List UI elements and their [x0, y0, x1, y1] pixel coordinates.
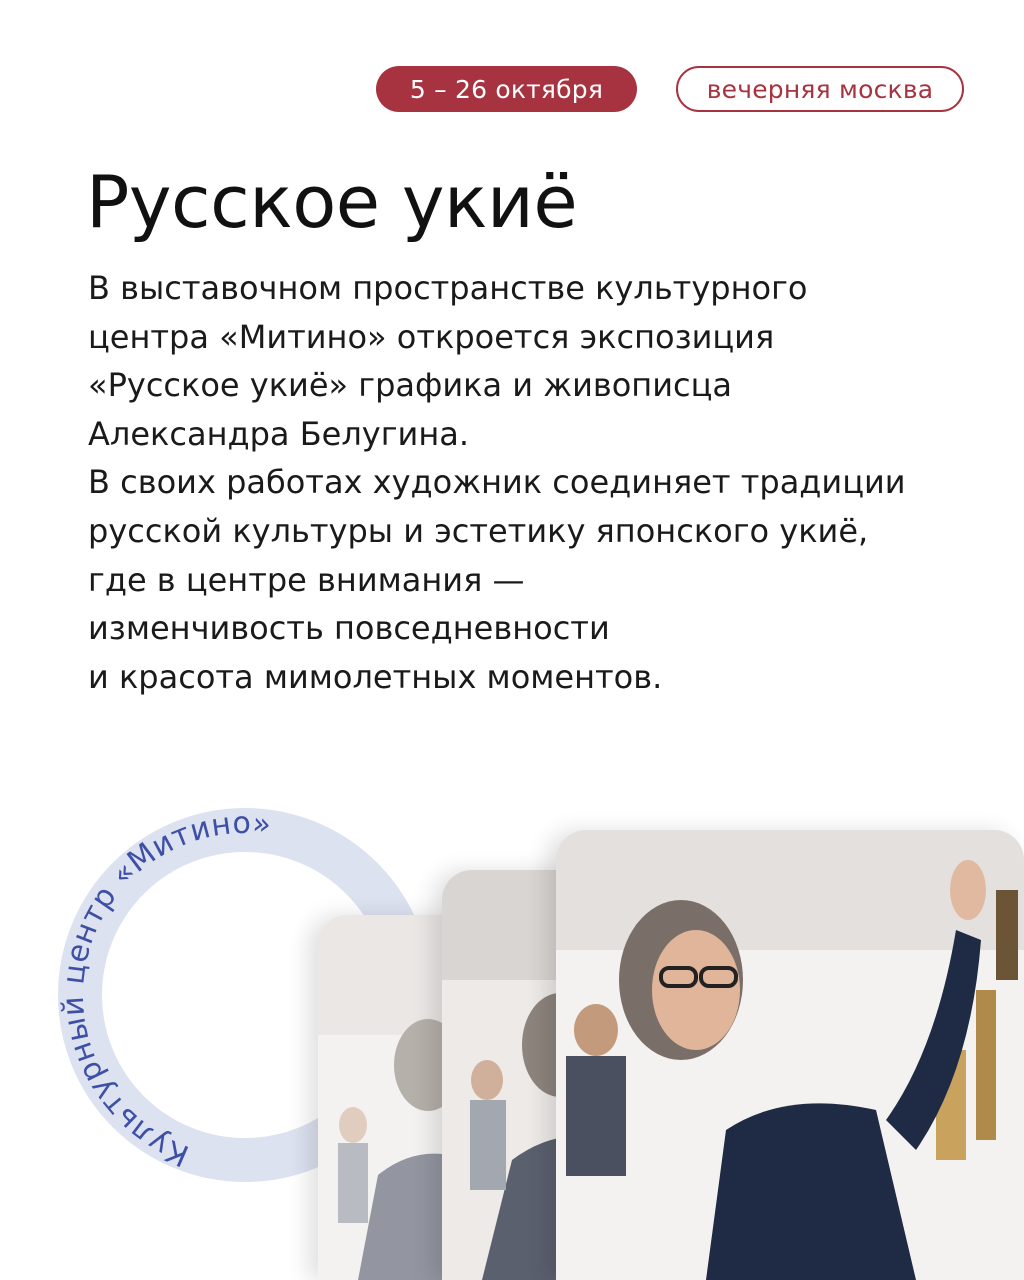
description-line: «Русское укиё» графика и живописца	[88, 366, 732, 405]
description-line: и красота мимолетных моментов.	[88, 657, 663, 696]
venue-ring-textpath: Культурный центр «Митино»	[55, 805, 274, 1173]
description-line: В выставочном пространстве культурного	[88, 269, 808, 307]
description-line: где в центре внимания —	[88, 560, 525, 599]
page-title: Русское укиё	[86, 160, 578, 244]
date-badge: 5 – 26 октября	[376, 66, 637, 112]
description-line: центра «Митино» откроется экспозиция	[88, 317, 775, 356]
photo-card-large	[556, 830, 1024, 1280]
description-line: Александра Белугина.	[88, 414, 470, 453]
description-line: изменчивость повседневности	[88, 609, 610, 648]
description-line: В своих работах художник соединяет традиции	[88, 463, 906, 502]
brand-badge[interactable]: вечерняя москва	[676, 66, 964, 112]
photo-large-image	[556, 830, 1024, 1280]
description-line: русской культуры и эстетику японского укиё,	[88, 511, 869, 550]
